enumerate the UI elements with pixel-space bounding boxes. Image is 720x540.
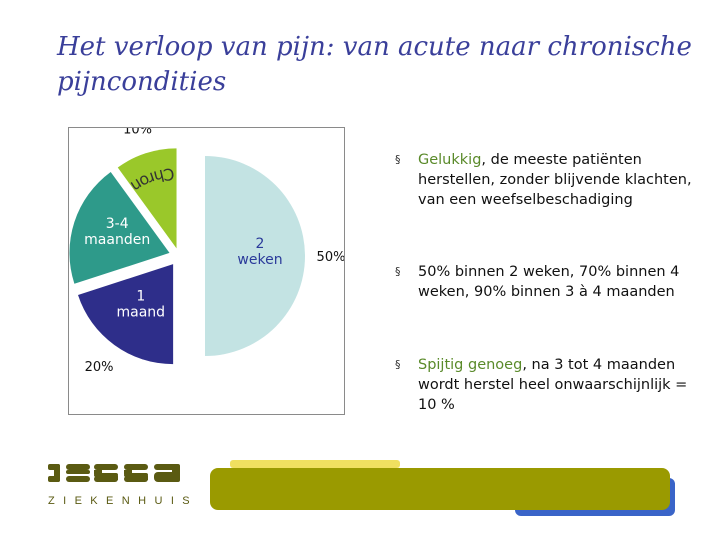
bullet-mark: § (395, 153, 401, 166)
pie-chart (69, 128, 344, 414)
bullet-list (395, 150, 695, 415)
footer-yellow-strip (230, 460, 400, 468)
slice-category-label: 1 maand (116, 288, 166, 321)
bullet-mark: § (395, 265, 401, 278)
bullet-mark: § (395, 358, 401, 371)
jessa-logo (48, 462, 199, 516)
bullet-text: 50% binnen 2 weken, 70% binnen 4 weken, 90% binnen 3 à 4 maanden (418, 264, 680, 300)
footer-bars (210, 460, 680, 518)
slice-category-label: Chron (127, 164, 176, 197)
slide-title: Het verloop van pijn: van acute naar chronische pijncondities (57, 32, 692, 97)
pie-chart-frame (68, 127, 345, 415)
slice-value-label: 10% (123, 128, 153, 138)
bullet-item (395, 150, 695, 240)
slice-value-label: 50% (316, 250, 344, 265)
bullet-text: , na 3 tot 4 maanden wordt herstel heel onwaarschijnlijk = 10 % (418, 357, 688, 413)
logo-subtitle: ZIEKENHUIS (48, 495, 199, 507)
slice-category-label: 3-4 maanden (84, 215, 151, 248)
footer-olive-bar (210, 468, 670, 510)
bullet-item (395, 355, 695, 415)
bullet-highlight: Gelukkig (418, 152, 482, 168)
footer-decoration (210, 460, 680, 518)
slice-value-label: 20% (84, 360, 114, 376)
slice-category-label: 2 weken (237, 236, 283, 268)
bullet-text: , de meeste patiënten herstellen, zonder blijvende klachten, van een weefselbeschadiging (418, 152, 692, 208)
bullet-highlight: Spijtig genoeg (418, 357, 523, 373)
bullet-item (395, 240, 695, 355)
